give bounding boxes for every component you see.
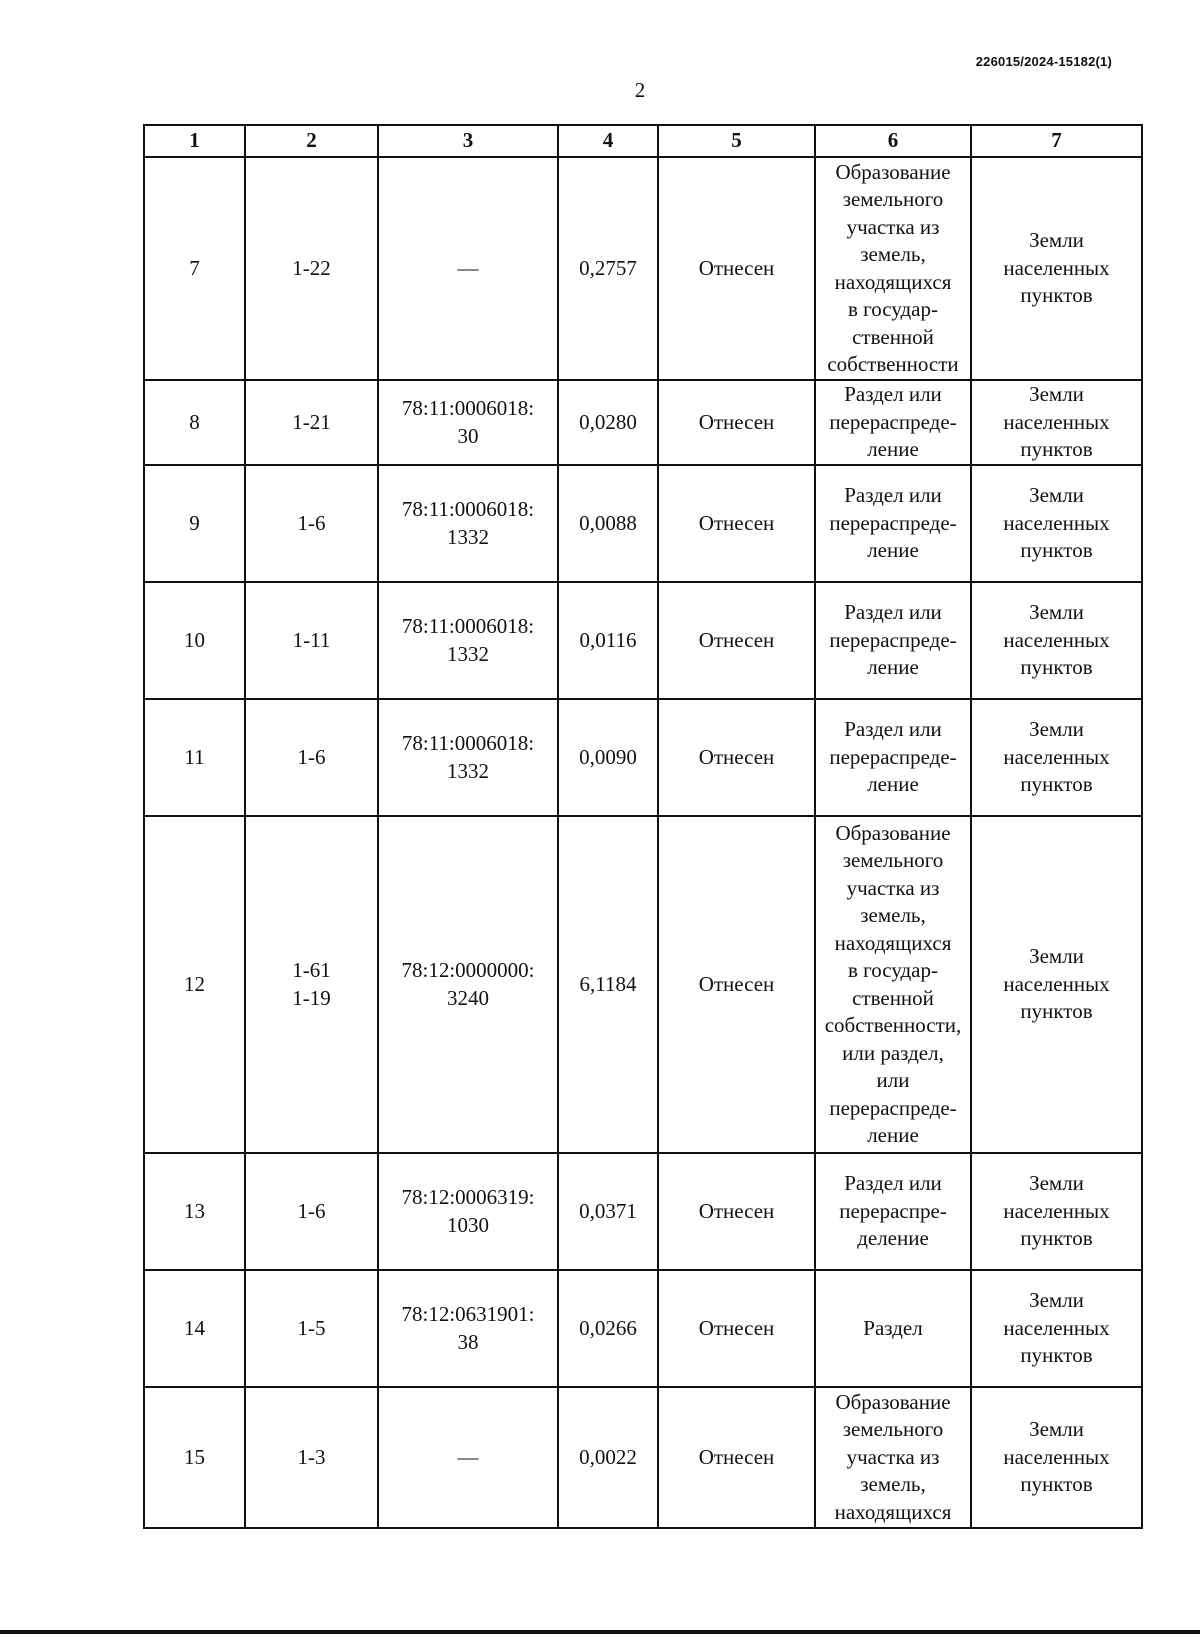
row-number-cell: 14 xyxy=(144,1270,245,1387)
cell-text-line: Раздел или xyxy=(844,382,942,407)
cell-text-line: 1332 xyxy=(447,641,489,666)
cell-text-line: Раздел или xyxy=(844,717,942,742)
category-cell xyxy=(815,816,971,1153)
cell-text-line: Земли xyxy=(1029,228,1084,253)
cell-text-line: в государ- xyxy=(848,958,938,982)
area-cell: 0,0266 xyxy=(558,1270,658,1387)
cell-text-line: Земли xyxy=(1029,1417,1084,1442)
area-cell: 0,0116 xyxy=(558,582,658,699)
cell-text-line: 78:12:0631901: xyxy=(401,1302,535,1326)
cell-text-line: — xyxy=(457,1444,479,1469)
cell-text-line: пунктов xyxy=(1020,1343,1093,1368)
category-cell xyxy=(815,465,971,582)
cadastral-number-cell xyxy=(378,157,558,380)
cell-text-line: Земли xyxy=(1029,944,1084,969)
point-range-cell xyxy=(245,1153,378,1270)
cell-text-line: пунктов xyxy=(1020,1226,1093,1251)
row-number-cell: 8 xyxy=(144,380,245,465)
category-cell xyxy=(815,1387,971,1528)
land-category-cell xyxy=(971,380,1142,465)
column-header: 6 xyxy=(815,125,971,157)
row-number-cell: 11 xyxy=(144,699,245,816)
cell-text-line: Раздел или xyxy=(844,600,942,625)
cell-text-line: находящихся xyxy=(834,930,952,955)
status-cell: Отнесен xyxy=(658,465,815,582)
cell-text-line: участка из xyxy=(846,1444,940,1469)
cell-text-line: Земли xyxy=(1029,600,1084,625)
land-category-cell xyxy=(971,1270,1142,1387)
cell-text-line: перераспреде- xyxy=(829,627,957,652)
area-cell: 0,0371 xyxy=(558,1153,658,1270)
cell-text-line: перераспреде- xyxy=(829,744,957,769)
table-row xyxy=(144,816,1142,1153)
land-plots-table xyxy=(143,124,1143,1529)
cell-text-line: пунктов xyxy=(1020,999,1093,1024)
cell-text-line: Образование xyxy=(835,159,951,184)
column-header: 5 xyxy=(658,125,815,157)
cadastral-number-cell xyxy=(378,1387,558,1528)
column-header: 1 xyxy=(144,125,245,157)
cell-text-line: Образование xyxy=(835,820,951,845)
row-number-cell: 13 xyxy=(144,1153,245,1270)
area-cell: 0,0022 xyxy=(558,1387,658,1528)
cell-text-line: 1-22 xyxy=(292,255,331,280)
column-header: 3 xyxy=(378,125,558,157)
cell-text-line: 1-19 xyxy=(292,985,331,1010)
cell-text-line: 3240 xyxy=(447,985,489,1010)
land-category-cell xyxy=(971,582,1142,699)
table-row xyxy=(144,465,1142,582)
cell-text-line: Раздел или xyxy=(844,483,942,508)
cell-text-line: или раздел, xyxy=(842,1040,944,1065)
land-category-cell xyxy=(971,1387,1142,1528)
area-cell: 6,1184 xyxy=(558,816,658,1153)
cadastral-number-cell xyxy=(378,582,558,699)
cadastral-number-cell xyxy=(378,816,558,1153)
cell-text-line: Земли xyxy=(1029,717,1084,742)
cell-text-line: 1-3 xyxy=(297,1444,326,1469)
scan-bottom-edge xyxy=(0,1630,1200,1634)
status-cell: Отнесен xyxy=(658,380,815,465)
category-cell xyxy=(815,699,971,816)
cell-text-line: 1-5 xyxy=(297,1315,326,1340)
cell-text-line: 78:12:0006319: xyxy=(401,1185,535,1209)
cell-text-line: перераспреде- xyxy=(829,409,957,434)
cell-text-line: населенных xyxy=(1003,255,1110,280)
cell-text-line: Образование xyxy=(835,1389,951,1414)
cell-text-line: 78:11:0006018: xyxy=(401,497,535,521)
column-header: 2 xyxy=(245,125,378,157)
cell-text-line: ление xyxy=(867,655,919,680)
land-category-cell xyxy=(971,699,1142,816)
row-number-cell: 12 xyxy=(144,816,245,1153)
cell-text-line: собственности, xyxy=(824,1013,962,1037)
point-range-cell xyxy=(245,582,378,699)
cell-text-line: 78:11:0006018: xyxy=(401,614,535,638)
cell-text-line: населенных xyxy=(1003,627,1110,652)
cell-text-line: ление xyxy=(867,1123,919,1147)
cell-text-line: пунктов xyxy=(1020,538,1093,563)
cell-text-line: населенных xyxy=(1003,1444,1110,1469)
cell-text-line: в государ- xyxy=(848,297,938,321)
cell-text-line: ление xyxy=(867,437,919,462)
area-cell: 0,2757 xyxy=(558,157,658,380)
row-number-cell: 10 xyxy=(144,582,245,699)
status-cell: Отнесен xyxy=(658,1153,815,1270)
cell-text-line: Раздел или xyxy=(844,1171,942,1196)
cell-text-line: 1-61 xyxy=(292,958,331,982)
land-category-cell xyxy=(971,1153,1142,1270)
cell-text-line: населенных xyxy=(1003,409,1110,434)
cell-text-line: населенных xyxy=(1003,1315,1110,1340)
area-cell: 0,0090 xyxy=(558,699,658,816)
table-row xyxy=(144,157,1142,380)
cell-text-line: Земли xyxy=(1029,483,1084,508)
cell-text-line: ление xyxy=(867,772,919,797)
cell-text-line: перераспре- xyxy=(839,1198,947,1223)
category-cell xyxy=(815,1270,971,1387)
cell-text-line: 1-21 xyxy=(292,409,331,434)
cell-text-line: Земли xyxy=(1029,1171,1084,1196)
table-row xyxy=(144,1153,1142,1270)
table-row xyxy=(144,582,1142,699)
cell-text-line: 1332 xyxy=(447,524,489,549)
status-cell: Отнесен xyxy=(658,699,815,816)
status-cell: Отнесен xyxy=(658,582,815,699)
status-cell: Отнесен xyxy=(658,157,815,380)
cell-text-line: 1-11 xyxy=(292,627,331,652)
cadastral-number-cell xyxy=(378,380,558,465)
land-category-cell xyxy=(971,157,1142,380)
cell-text-line: участка из xyxy=(846,875,940,900)
land-category-cell xyxy=(971,465,1142,582)
table-body xyxy=(144,157,1142,1528)
point-range-cell xyxy=(245,816,378,1153)
cell-text-line: 78:11:0006018: xyxy=(401,396,535,420)
point-range-cell xyxy=(245,1270,378,1387)
cell-text-line: деление xyxy=(857,1226,929,1251)
category-cell xyxy=(815,1153,971,1270)
cell-text-line: земель, xyxy=(860,903,926,927)
cell-text-line: населенных xyxy=(1003,1198,1110,1223)
point-range-cell xyxy=(245,380,378,465)
cell-text-line: пунктов xyxy=(1020,1472,1093,1497)
table-row xyxy=(144,1270,1142,1387)
cell-text-line: Земли xyxy=(1029,1288,1084,1313)
cell-text-line: Земли xyxy=(1029,382,1084,407)
cell-text-line: или xyxy=(876,1068,910,1092)
area-cell: 0,0088 xyxy=(558,465,658,582)
cell-text-line: ление xyxy=(867,538,919,563)
category-cell xyxy=(815,157,971,380)
header-row xyxy=(144,125,1142,157)
cell-text-line: 30 xyxy=(457,423,479,448)
cell-text-line: пунктов xyxy=(1020,283,1093,308)
point-range-cell xyxy=(245,1387,378,1528)
column-header: 7 xyxy=(971,125,1142,157)
column-header: 4 xyxy=(558,125,658,157)
cell-text-line: 1-6 xyxy=(297,744,326,769)
table-row xyxy=(144,1387,1142,1528)
cell-text-line: — xyxy=(457,255,479,280)
table-header xyxy=(144,125,1142,157)
page-number: 2 xyxy=(634,78,646,102)
cell-text-line: земельного xyxy=(842,848,944,872)
cell-text-line: земель, xyxy=(860,242,926,266)
table-row xyxy=(144,380,1142,465)
table-row xyxy=(144,699,1142,816)
cell-text-line: земельного xyxy=(842,1417,944,1442)
cadastral-number-cell xyxy=(378,1153,558,1270)
cell-text-line: ственной xyxy=(852,985,934,1010)
cell-text-line: 38 xyxy=(457,1329,479,1354)
point-range-cell xyxy=(245,465,378,582)
cell-text-line: находящихся xyxy=(834,1499,952,1524)
cell-text-line: земельного xyxy=(842,187,944,211)
status-cell: Отнесен xyxy=(658,1270,815,1387)
status-cell: Отнесен xyxy=(658,816,815,1153)
cell-text-line: пунктов xyxy=(1020,772,1093,797)
cell-text-line: участка из xyxy=(846,214,940,239)
cell-text-line: перераспреде- xyxy=(829,510,957,535)
document-id: 226015/2024-15182(1) xyxy=(975,54,1112,69)
cell-text-line: Раздел xyxy=(863,1315,923,1340)
cell-text-line: населенных xyxy=(1003,510,1110,535)
cell-text-line: ственной xyxy=(852,324,934,349)
row-number-cell: 15 xyxy=(144,1387,245,1528)
point-range-cell xyxy=(245,699,378,816)
cell-text-line: земель, xyxy=(860,1472,926,1497)
cadastral-number-cell xyxy=(378,699,558,816)
cell-text-line: населенных xyxy=(1003,744,1110,769)
land-category-cell xyxy=(971,816,1142,1153)
status-cell: Отнесен xyxy=(658,1387,815,1528)
cell-text-line: 78:11:0006018: xyxy=(401,731,535,755)
cell-text-line: 1-6 xyxy=(297,1198,326,1223)
row-number-cell: 9 xyxy=(144,465,245,582)
cell-text-line: 78:12:0000000: xyxy=(401,958,535,982)
category-cell xyxy=(815,380,971,465)
cadastral-number-cell xyxy=(378,465,558,582)
cell-text-line: перераспреде- xyxy=(829,1095,957,1120)
cell-text-line: 1332 xyxy=(447,758,489,783)
cell-text-line: пунктов xyxy=(1020,437,1093,462)
cell-text-line: находящихся xyxy=(834,269,952,294)
cell-text-line: 1030 xyxy=(447,1212,489,1237)
point-range-cell xyxy=(245,157,378,380)
cell-text-line: собственности xyxy=(827,352,959,376)
cell-text-line: 1-6 xyxy=(297,510,326,535)
cell-text-line: пунктов xyxy=(1020,655,1093,680)
cell-text-line: населенных xyxy=(1003,971,1110,996)
area-cell: 0,0280 xyxy=(558,380,658,465)
category-cell xyxy=(815,582,971,699)
cadastral-number-cell xyxy=(378,1270,558,1387)
row-number-cell: 7 xyxy=(144,157,245,380)
